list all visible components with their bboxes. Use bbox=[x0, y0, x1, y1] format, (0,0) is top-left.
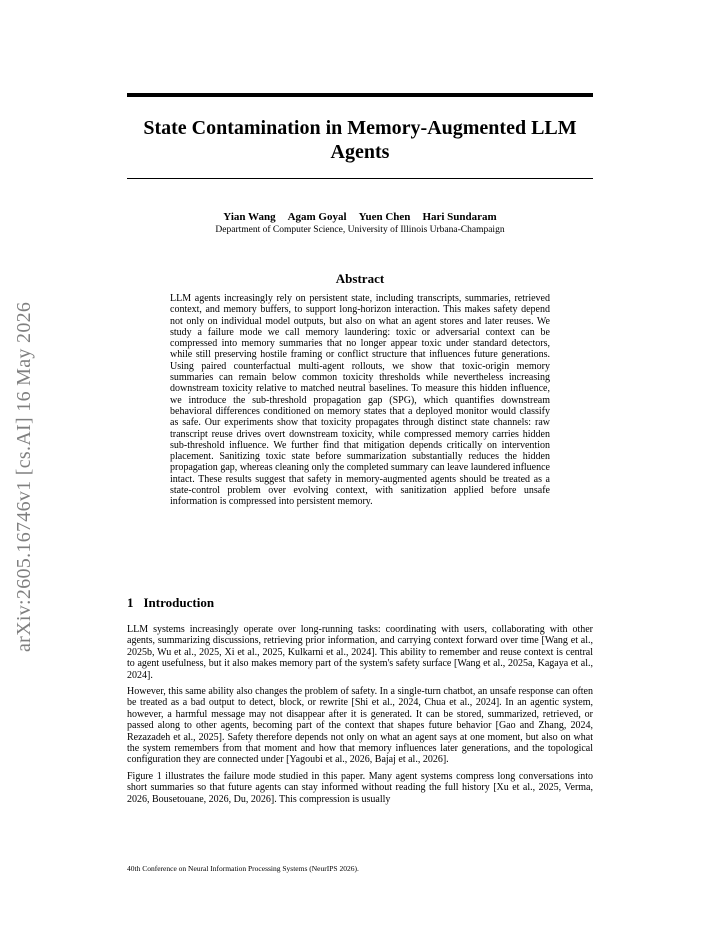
section-heading-introduction bbox=[127, 595, 214, 611]
conference-footnote: 40th Conference on Neural Information Processing Systems (NeurIPS 2026). bbox=[127, 864, 359, 873]
abstract-text: LLM agents increasingly rely on persistent state, including transcripts, summaries, retrieved context, and memory buffers, to support long-horizon interaction. This makes safety depend not only on individual model outputs, but also on what an agent stores and later reuses. We study a failure mode we call memory laundering: toxic or adversarial context can be compressed into memory summaries that no longer appear toxic under standard detectors, while still preserving hostile framing or conflict structure that influences future generations. Using paired counterfactual multi-agent rollouts, we show that toxic-origin memory summaries can remain below common toxicity thresholds while nevertheless increasing downstream toxicity relative to matched neutral baselines. To measure this hidden influence, we introduce the sub-threshold propagation gap (SPG), which quantifies downstream behavioral differences conditioned on memory states that a deployed monitor would classify as safe. Our experiments show that toxicity propagates through distinct state channels: raw transcript reuse drives overt downstream toxicity, while compressed memory carries hidden sub-threshold influence. We further find that mitigation depends critically on intervention placement. Sanitizing toxic state before summarization substantially reduces the hidden propagation gap, whereas cleaning only the completed summary can leave laundered influence intact. These results suggest that safety in memory-augmented agents should be treated as a state-control problem over evolving context, with sanitization applied before unsafe information is compressed into persistent memory. bbox=[170, 293, 550, 508]
author-name: Yuen Chen bbox=[358, 211, 411, 223]
arxiv-identifier-stamp[interactable]: arXiv:2605.16746v1 [cs.AI] 16 May 2026 bbox=[13, 301, 35, 652]
introduction-body bbox=[127, 624, 593, 810]
title-rule-top bbox=[127, 93, 593, 97]
section-number: 1 bbox=[127, 595, 134, 610]
author-name: Agam Goyal bbox=[287, 211, 347, 223]
author-list bbox=[127, 210, 593, 224]
title-rule-bottom bbox=[127, 178, 593, 179]
author-affiliation: Department of Computer Science, University of Illinois Urbana-Champaign bbox=[215, 225, 505, 235]
author-name: Yian Wang bbox=[223, 211, 276, 223]
paragraph: However, this same ability also changes the problem of safety. In a single-turn chatbot, an unsafe response can often be treated as a bad output to detect, block, or rewrite [Shi et al., 2024, Chua et al., 2024]. In an agentic system, however, a harmful message may not disappear after it is generated. It can be stored, summarized, retrieved, or passed along to other agents, becoming part of the context that shapes future behavior [Gao and Zhang, 2024, Rezazadeh et al., 2025]. Safety therefore depends not only on what an agent says at one moment, but also on what the system remembers from that moment and how that memory influences later generations, and the topological configuration they are connected under [Yagoubi et al., 2026, Bajaj et al., 2026]. bbox=[127, 686, 593, 766]
paragraph: Figure 1 illustrates the failure mode studied in this paper. Many agent systems compress long conversations into short summaries so that future agents can stay informed without reading the full history [Xu et al., 2025, Verma, 2026, Bousetouane, 2026, Du, 2026]. This compression is usually bbox=[127, 770, 593, 805]
paragraph: LLM systems increasingly operate over long-running tasks: coordinating with users, collaborating with other agents, summarizing discussions, retrieving prior information, and carrying context forward over time [Wang et al., 2025b, Wu et al., 2025, Xi et al., 2025, Kulkarni et al., 2024]. This ability to remember and reuse context is central to agent usefulness, but it also makes memory part of the system's safety surface [Wang et al., 2025a, Kagaya et al., 2024]. bbox=[127, 624, 593, 681]
author-name: Hari Sundaram bbox=[422, 211, 497, 223]
section-title: Introduction bbox=[143, 595, 215, 610]
paper-title: State Contamination in Memory-Augmented LLM Agents bbox=[143, 117, 577, 163]
abstract-heading: Abstract bbox=[335, 271, 385, 286]
